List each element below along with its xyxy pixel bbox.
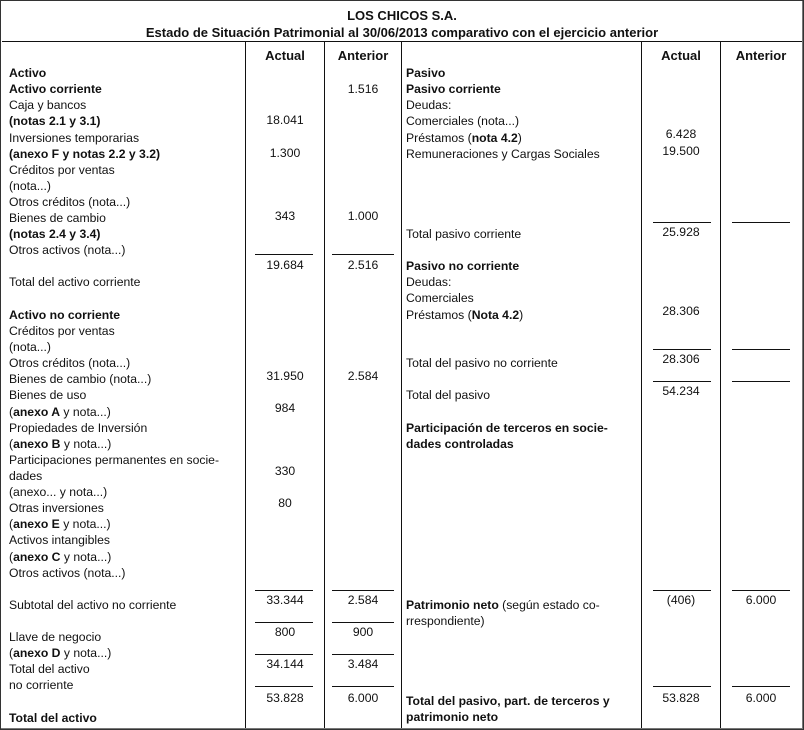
total-rule <box>332 686 394 687</box>
company-title: LOS CHICOS S.A. <box>347 8 457 23</box>
llave-label: Llave de negocio <box>9 630 102 644</box>
bienes-uso-anexo: (anexo A y nota...) <box>9 405 111 419</box>
total-pc-value: 25.928 <box>662 225 700 239</box>
patrimonio-label: Patrimonio neto (según estado co- <box>406 598 600 612</box>
patrimonio-anterior: 6.000 <box>745 593 777 607</box>
participacion-label-2: dades controladas <box>406 437 514 451</box>
subtotal-rule <box>255 654 313 655</box>
total-ac-actual: 19.684 <box>266 258 304 272</box>
nc-creditos-ventas-label: Créditos por ventas <box>9 324 115 338</box>
subtotal-rule <box>653 590 711 591</box>
otras-inversiones-value: 80 <box>278 496 292 510</box>
total-final-label-2: patrimonio neto <box>406 710 499 724</box>
total-activo-anterior: 6.000 <box>347 691 379 705</box>
total-rule <box>732 686 790 687</box>
total-pc-label: Total pasivo corriente <box>406 227 522 241</box>
subtotal-rule <box>332 654 394 655</box>
nc-comerciales-label: Comerciales <box>406 291 474 305</box>
col-divider <box>720 41 721 728</box>
subtotal-rule <box>732 222 790 223</box>
nc-otros-activos-label: Otros activos (nota...) <box>9 566 126 580</box>
col-header-actual: Actual <box>265 48 305 63</box>
llave-actual: 800 <box>274 625 296 639</box>
subtotal-rule <box>332 590 394 591</box>
patrimonio-actual: (406) <box>666 593 696 607</box>
particip-anexo: (anexo... y nota...) <box>9 485 108 499</box>
particip-label-2: dades <box>9 469 43 483</box>
ac-anterior-value: 1.516 <box>347 82 379 96</box>
intangibles-label: Activos intangibles <box>9 533 110 547</box>
otros-activos-label: Otros activos (nota...) <box>9 243 126 257</box>
bienes-cambio-anterior: 1.000 <box>347 209 379 223</box>
pasivo-heading: Pasivo <box>406 66 446 80</box>
total-rule <box>255 686 313 687</box>
col-header-actual: Actual <box>661 48 701 63</box>
total-final-actual: 53.828 <box>662 691 700 705</box>
total-pasivo-label: Total del pasivo <box>406 388 491 402</box>
col-header-anterior: Anterior <box>735 48 787 63</box>
subtotal-rule <box>255 590 313 591</box>
total-activo-actual: 53.828 <box>266 691 304 705</box>
subtotal-rule <box>732 349 790 350</box>
statement-subtitle: Estado de Situación Patrimonial al 30/06/2013 comparativo con el ejercicio anterior <box>145 25 659 40</box>
bienes-uso-label: Bienes de uso <box>9 388 87 402</box>
subtotal-rule <box>332 622 394 623</box>
pasivo-corriente-heading: Pasivo corriente <box>406 82 501 96</box>
subtotal-rule <box>332 254 394 255</box>
prop-inversion-label: Propiedades de Inversión <box>9 421 148 435</box>
nc-bienes-cambio-anterior: 2.584 <box>347 369 379 383</box>
nc-prestamos-value: 28.306 <box>662 304 700 318</box>
caja-label: Caja y bancos <box>9 98 87 112</box>
col-divider <box>401 41 402 728</box>
remuneraciones-value: 19.500 <box>662 144 700 158</box>
total-anc-label-1: Total del activo <box>9 662 90 676</box>
nc-bienes-cambio-actual: 31.950 <box>266 369 304 383</box>
comerciales-label: Comerciales (nota...) <box>406 114 520 128</box>
inversiones-value: 1.300 <box>269 146 301 160</box>
inversiones-notas: (anexo F y notas 2.2 y 3.2) <box>9 147 161 161</box>
subtotal-rule <box>653 222 711 223</box>
activo-no-corriente-heading: Activo no corriente <box>9 308 121 322</box>
total-anc-anterior: 3.484 <box>347 657 379 671</box>
otras-inversiones-label: Otras inversiones <box>9 501 104 515</box>
caja-value: 18.041 <box>266 113 304 127</box>
total-ac-anterior: 2.516 <box>347 258 379 272</box>
subtotal-rule <box>732 381 790 382</box>
creditos-ventas-label: Créditos por ventas <box>9 163 115 177</box>
nc-prestamos-label: Préstamos (Nota 4.2) <box>406 308 524 322</box>
total-pasivo-value: 54.234 <box>662 384 700 398</box>
nc-creditos-ventas-nota: (nota...) <box>9 340 51 354</box>
particip-label-1: Participaciones permanentes en socie- <box>9 453 220 467</box>
prestamos-value: 6.428 <box>665 127 697 141</box>
bienes-cambio-actual: 343 <box>274 209 296 223</box>
inversiones-label: Inversiones temporarias <box>9 131 140 145</box>
total-pnc-value: 28.306 <box>662 352 700 366</box>
total-anc-actual: 34.144 <box>266 657 304 671</box>
col-header-anterior: Anterior <box>337 48 389 63</box>
pasivo-no-corriente-heading: Pasivo no corriente <box>406 259 520 273</box>
bienes-cambio-label: Bienes de cambio <box>9 211 106 225</box>
llave-anterior: 900 <box>352 625 374 639</box>
nc-otros-creditos-label: Otros créditos (nota...) <box>9 356 131 370</box>
remuneraciones-label: Remuneraciones y Cargas Sociales <box>406 147 600 161</box>
subtotal-rule <box>255 254 313 255</box>
subtotal-rule <box>255 622 313 623</box>
llave-anexo: (anexo D y nota...) <box>9 646 112 660</box>
total-final-anterior: 6.000 <box>745 691 777 705</box>
bienes-uso-value: 984 <box>274 401 296 415</box>
activo-corriente-heading: Activo corriente <box>9 82 102 96</box>
bienes-cambio-notas: (notas 2.4 y 3.4) <box>9 227 101 241</box>
particip-value: 330 <box>274 464 296 478</box>
total-ac-label: Total del activo corriente <box>9 275 141 289</box>
subtotal-rule <box>653 349 711 350</box>
total-pnc-label: Total del pasivo no corriente <box>406 356 558 370</box>
subtotal-anc-actual: 33.344 <box>266 593 304 607</box>
subtotal-anc-anterior: 2.584 <box>347 593 379 607</box>
header-rule <box>2 41 802 42</box>
intangibles-anexo: (anexo C y nota...) <box>9 550 112 564</box>
creditos-ventas-nota: (nota...) <box>9 179 51 193</box>
participacion-label-1: Participación de terceros en socie- <box>406 421 608 435</box>
activo-heading: Activo <box>9 66 47 80</box>
deudas-label: Deudas: <box>406 98 452 112</box>
nc-bienes-cambio-label: Bienes de cambio (nota...) <box>9 372 152 386</box>
prestamos-label: Préstamos (nota 4.2) <box>406 131 522 145</box>
subtotal-rule <box>732 590 790 591</box>
caja-notas: (notas 2.1 y 3.1) <box>9 114 101 128</box>
patrimonio-label-2: rrespondiente) <box>406 614 485 628</box>
otros-creditos-label: Otros créditos (nota...) <box>9 195 131 209</box>
total-rule <box>653 686 711 687</box>
prop-inversion-anexo: (anexo B y nota...) <box>9 437 112 451</box>
subtotal-rule <box>653 381 711 382</box>
total-final-label-1: Total del pasivo, part. de terceros y <box>406 694 610 708</box>
subtotal-anc-label: Subtotal del activo no corriente <box>9 598 177 612</box>
otras-inversiones-anexo: (anexo E y nota...) <box>9 517 111 531</box>
total-activo-label: Total del activo <box>9 711 97 725</box>
total-anc-label-2: no corriente <box>9 678 74 692</box>
nc-deudas-label: Deudas: <box>406 275 452 289</box>
